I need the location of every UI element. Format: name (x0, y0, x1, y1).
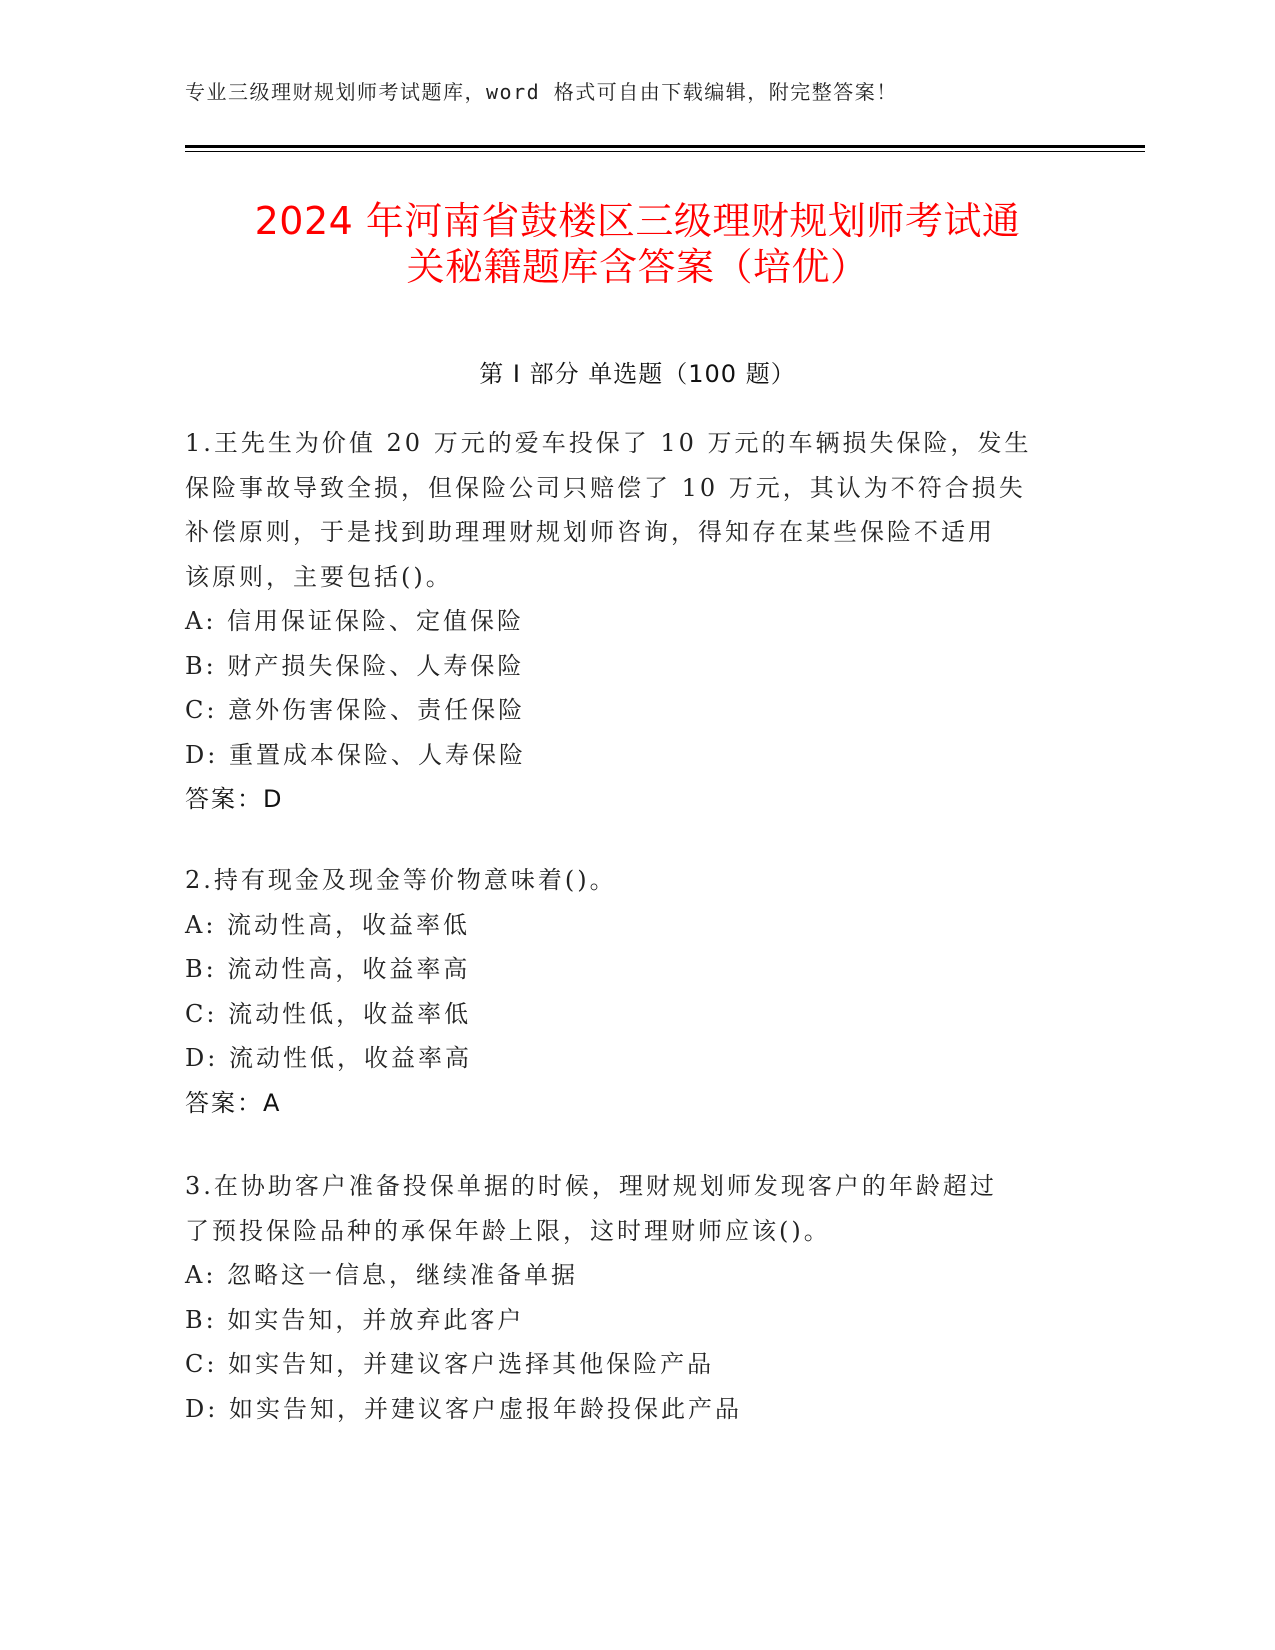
question-1 (185, 421, 1065, 822)
question-3 (185, 1164, 1065, 1431)
title-line-1: 2024 年河南省鼓楼区三级理财规划师考试通 (254, 199, 1021, 243)
answer: 答案：A (185, 1088, 282, 1117)
question-2-text (185, 858, 1065, 903)
option-b: B: 如实告知，并放弃此客户 (185, 1305, 525, 1334)
title-line-2: 关秘籍题库含答案（培优） (406, 245, 869, 289)
option-c: C: 意外伤害保险、责任保险 (185, 696, 526, 724)
option-b: B: 流动性高，收益率高 (185, 955, 471, 983)
header-note: 专业三级理财规划师考试题库，word 格式可自由下载编辑，附完整答案！ (185, 80, 898, 104)
question-line: 1.王先生为价值 20 万元的爱车投保了 10 万元的车辆损失保险，发生 (185, 429, 1032, 457)
question-2 (185, 858, 1065, 1125)
question-line: 2.持有现金及现金等价物意味着()。 (185, 866, 617, 894)
option-a: A: 流动性高，收益率低 (185, 910, 471, 939)
question-1-text (185, 421, 1065, 599)
option-d: D: 如实告知，并建议客户虚报年龄投保此产品 (185, 1394, 742, 1423)
option-d: D: 重置成本保险、人寿保险 (185, 740, 526, 769)
question-line: 该原则，主要包括()。 (185, 562, 453, 591)
header-rule-thin (185, 151, 1145, 152)
question-line: 3.在协助客户准备投保单据的时候，理财规划师发现客户的年龄超过 (185, 1172, 997, 1200)
question-line: 保险事故导致全损，但保险公司只赔偿了 10 万元，其认为不符合损失 (185, 473, 1026, 502)
header-rule-thick (185, 145, 1145, 148)
option-c: C: 如实告知，并建议客户选择其他保险产品 (185, 1350, 715, 1378)
option-c: C: 流动性低，收益率低 (185, 999, 472, 1028)
question-3-text (185, 1164, 1065, 1253)
question-line: 补偿原则，于是找到助理理财规划师咨询，得知存在某些保险不适用 (185, 518, 995, 546)
option-a: A: 信用保证保险、定值保险 (185, 607, 525, 635)
option-a: A: 忽略这一信息，继续准备单据 (185, 1261, 579, 1289)
section-title: 第 I 部分 单选题（100 题） (479, 360, 796, 388)
option-d: D: 流动性低，收益率高 (185, 1044, 472, 1072)
question-line: 了预投保险品种的承保年龄上限，这时理财师应该()。 (185, 1216, 831, 1245)
answer: 答案：D (185, 785, 284, 813)
document-title (185, 198, 1090, 290)
option-b: B: 财产损失保险、人寿保险 (185, 651, 525, 680)
